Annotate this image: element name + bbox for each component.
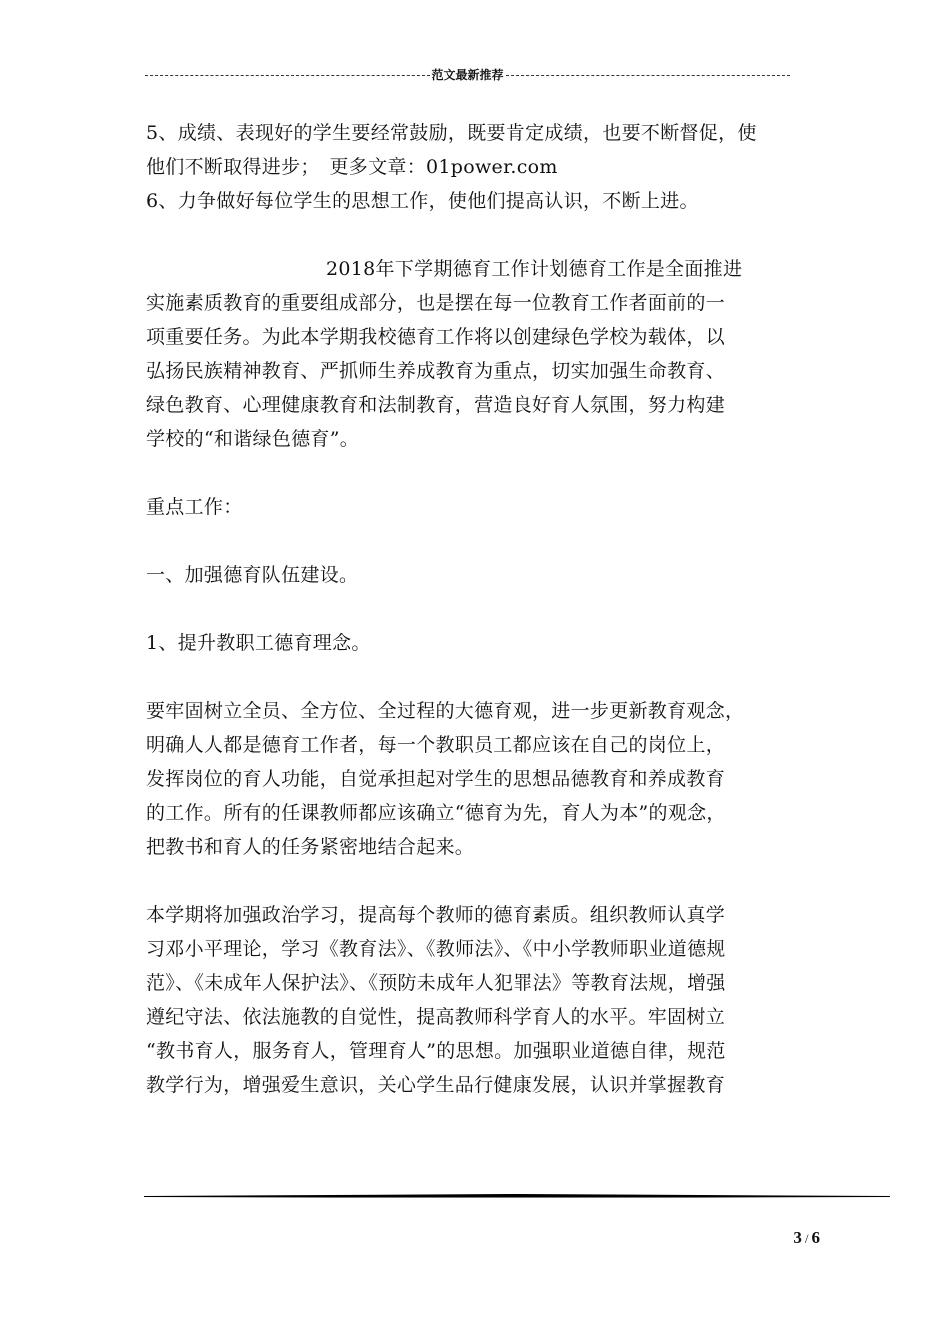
total-pages: 6 [811,1228,820,1247]
paragraph-line: 学校的“和谐绿色德育”。 [146,428,360,450]
paragraph-line: 绿色教育、心理健康教育和法制教育，营造良好育人氛围，努力构建 [146,394,726,416]
paragraph-line: 明确人人都是德育工作者，每一个教职员工都应该在自己的岗位上， [146,734,726,756]
subsection-heading: 1、提升教职工德育理念。 [146,632,371,654]
page-separator: / [804,1231,809,1246]
page-header [145,66,790,83]
paragraph-line: 他们不断取得进步； 更多文章：01power.com [146,156,558,178]
paragraph-line: 5、成绩、表现好的学生要经常鼓励，既要肯定成绩，也要不断督促，使 [146,122,757,144]
paragraph-line: 把教书和育人的任务紧密地结合起来。 [146,836,475,858]
paragraph-line: 实施素质教育的重要组成部分，也是摆在每一位教育工作者面前的一 [146,292,726,314]
paragraph-line: 本学期将加强政治学习，提高每个教师的德育素质。组织教师认真学 [146,904,726,926]
page-number [760,1228,820,1248]
paragraph-line: 遵纪守法、依法施教的自觉性，提高教师科学育人的水平。牢固树立 [146,1006,726,1028]
section-heading: 重点工作： [146,496,243,518]
paragraph-line: 教学行为，增强爱生意识，关心学生品行健康发展，认识并掌握教育 [146,1074,726,1096]
paragraph-line: 习邓小平理论，学习《教育法》、《教师法》、《中小学教师职业道德规 [146,938,726,960]
paragraph-line: 要牢固树立全员、全方位、全过程的大德育观，进一步更新教育观念， [146,700,745,722]
paragraph-line: 2018年下学期德育工作计划德育工作是全面推进 [326,258,743,280]
paragraph-line: 范》、《未成年人保护法》、《预防未成年人犯罪法》等教育法规，增强 [146,972,726,994]
header-title: 范文最新推荐 [431,68,504,82]
footer-divider [144,1194,890,1199]
paragraph-line: 的工作。所有的任课教师都应该确立“德育为先，育人为本”的观念， [146,802,726,824]
paragraph-line: 弘扬民族精神教育、严抓师生养成教育为重点，切实加强生命教育、 [146,360,726,382]
paragraph-line: 发挥岗位的育人功能，自觉承担起对学生的思想品德教育和养成教育 [146,768,726,790]
paragraph-line: 项重要任务。为此本学期我校德育工作将以创建绿色学校为载体，以 [146,326,726,348]
current-page: 3 [793,1228,802,1247]
document-body [146,116,814,1102]
section-heading: 一、加强德育队伍建设。 [146,564,359,586]
header-dashes-right [506,75,790,76]
paragraph-line: 6、力争做好每位学生的思想工作，使他们提高认识，不断上进。 [146,190,699,212]
paragraph-line: “教书育人，服务育人，管理育人”的思想。加强职业道德自律，规范 [146,1040,726,1062]
header-dashes-left [145,75,430,76]
